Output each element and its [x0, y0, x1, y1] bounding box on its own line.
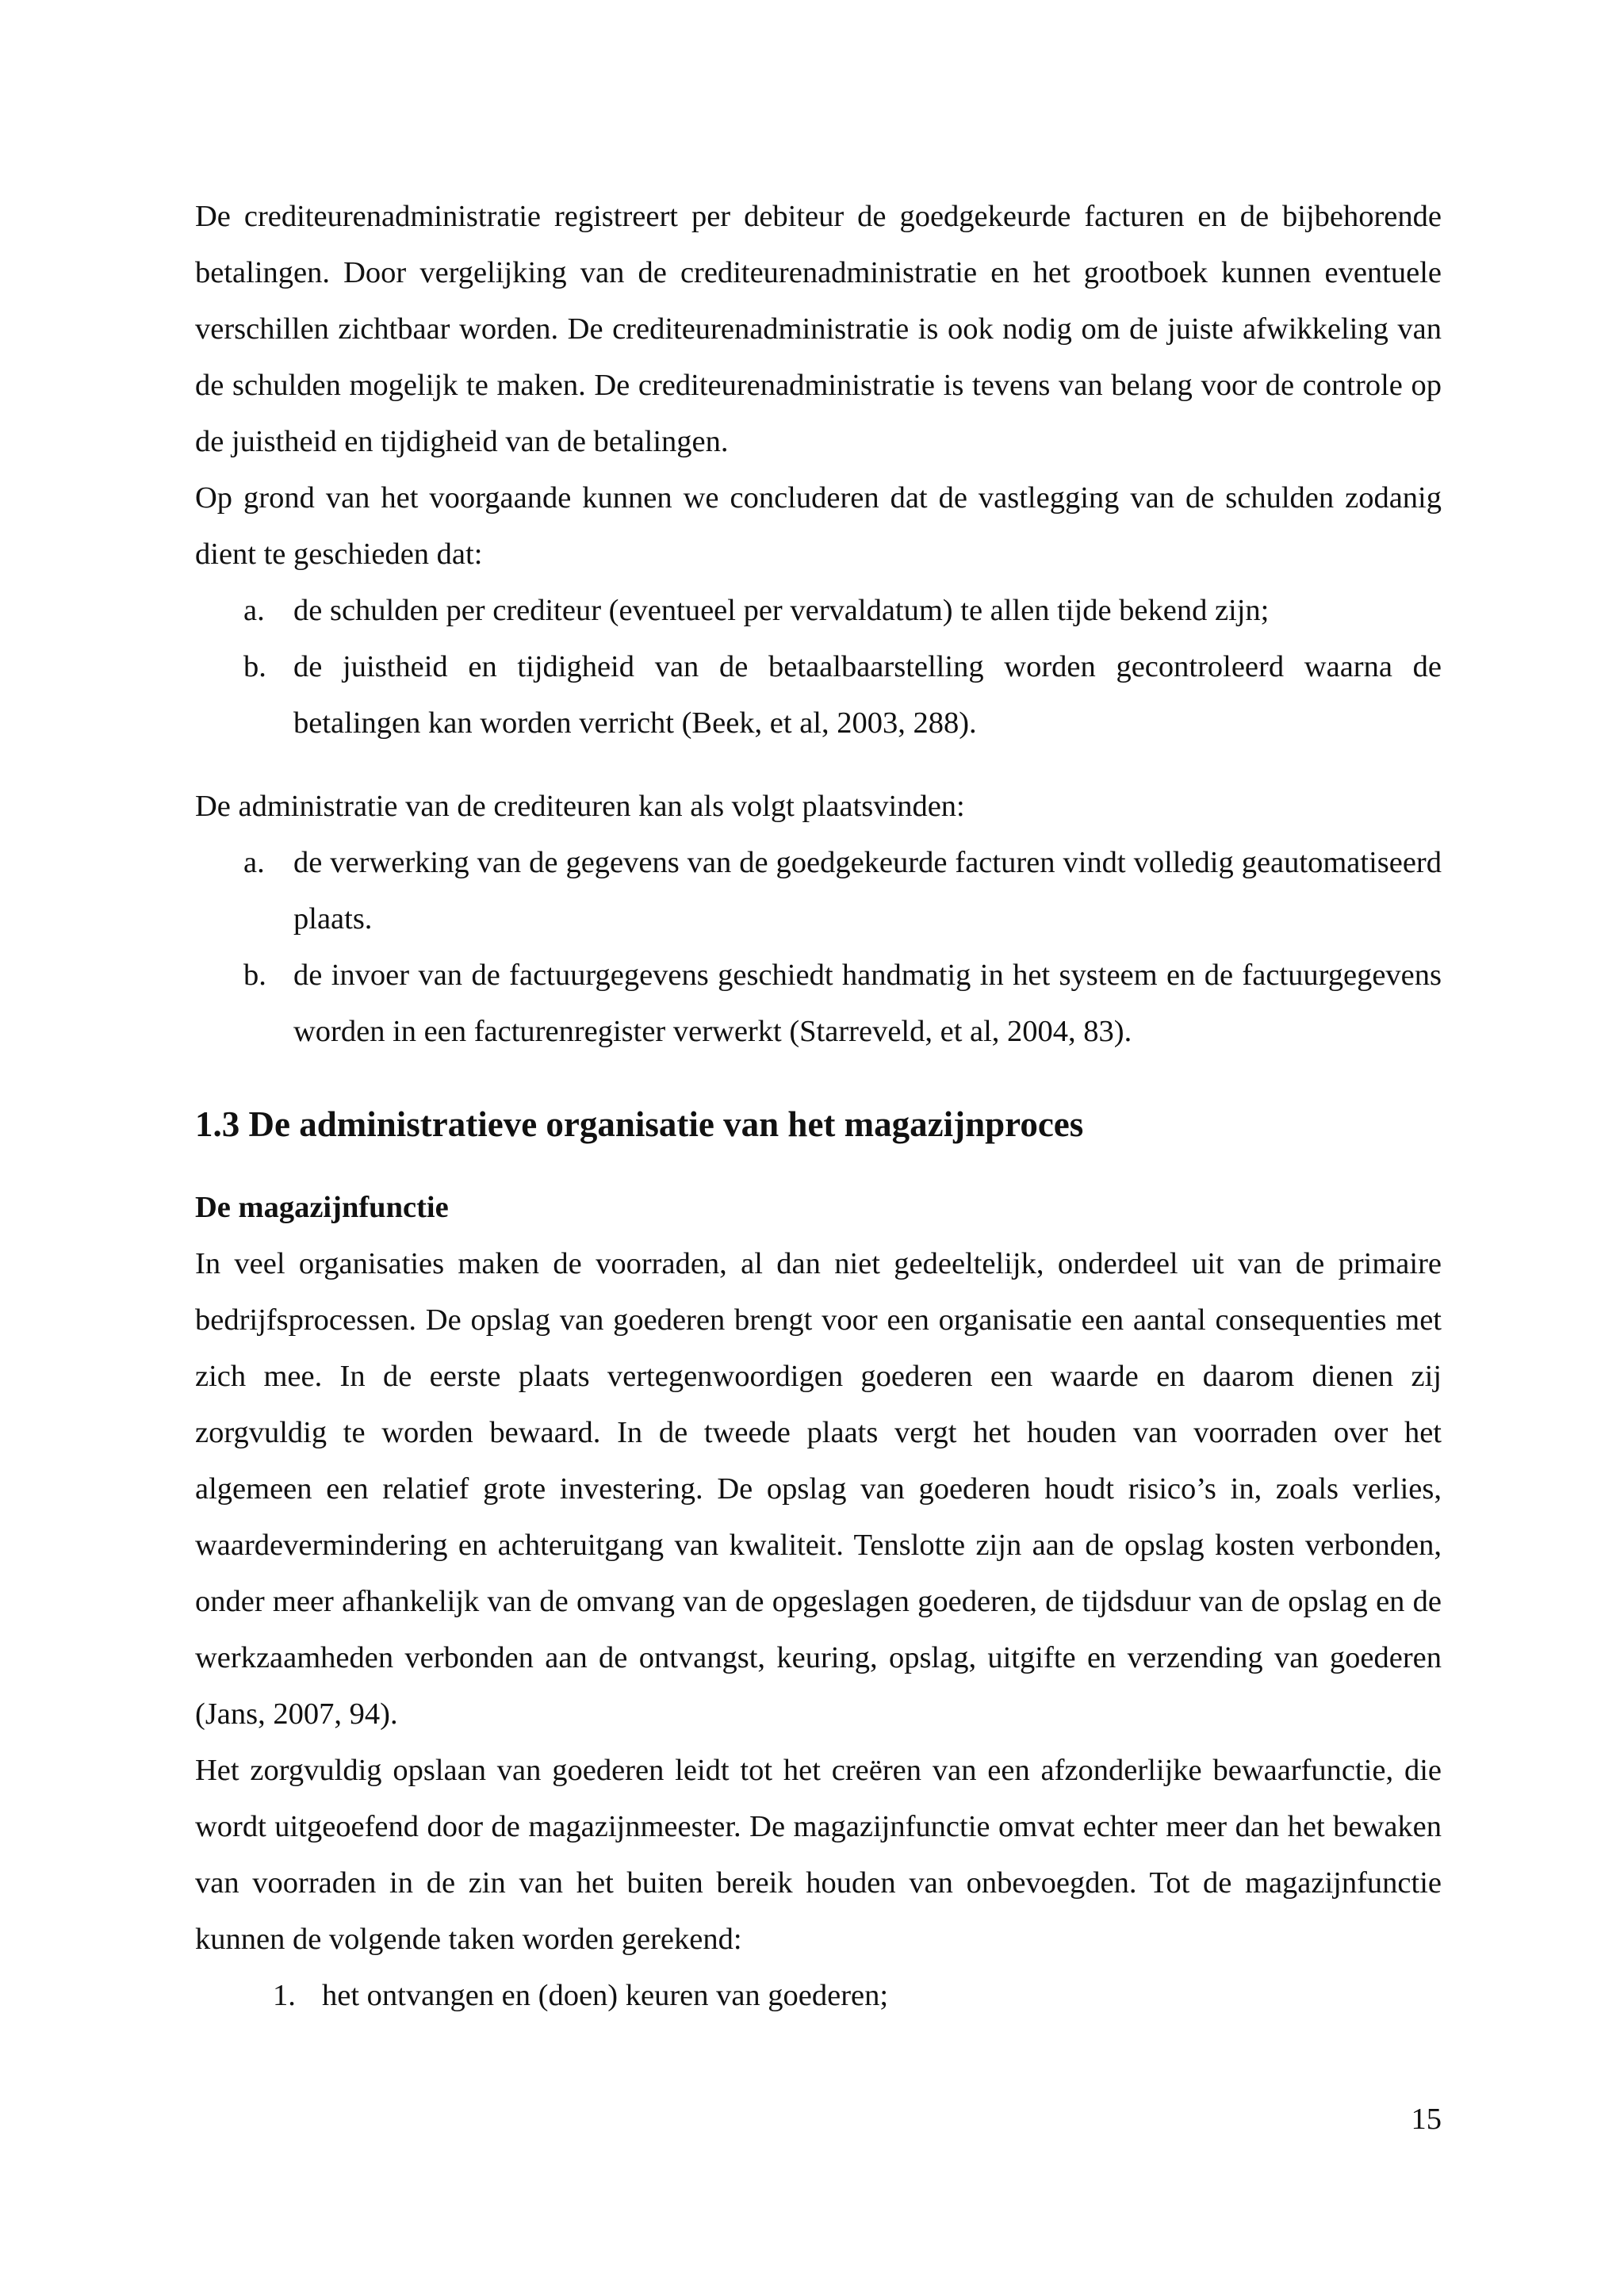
list-item [195, 583, 1442, 639]
list-marker: 1. [273, 1979, 296, 2012]
list-item [195, 835, 1442, 947]
list-item-text: het ontvangen en (doen) keuren van goederen; [322, 1979, 889, 2012]
list-item-text: de invoer van de factuurgegevens geschiedt handmatig in het systeem en de factuurgegevens worden in een facturenregister verwerkt (Starreveld, et al, 2004, 83). [293, 959, 1442, 1048]
list-item [195, 1968, 1442, 2024]
page-content [195, 189, 1442, 2024]
list-item [195, 639, 1442, 752]
list-marker: a. [243, 594, 265, 627]
list-item-text: de verwerking van de gegevens van de goedgekeurde facturen vindt volledig geautomatiseerd plaats. [293, 846, 1442, 936]
paragraph-spacer [195, 752, 1442, 779]
list-magazijntaken [195, 1968, 1442, 2024]
paragraph-administratie-crediteuren: De administratie van de crediteuren kan als volgt plaatsvinden: [195, 790, 965, 823]
section-heading: 1.3 De administratieve organisatie van het magazijnproces [195, 1104, 1084, 1144]
list-marker: b. [243, 650, 266, 683]
paragraph-voorraden: In veel organisaties maken de voorraden, al dan niet gedeeltelijk, onderdeel uit van de primaire bedrijfsprocessen. De opslag van goederen brengt voor een organisatie een aantal consequenties met zich mee. In de eerste plaats vertegenwoordigen goederen een waarde en daarom dienen zij zorgvuldig te worden bewaard. In de tweede plaats vergt het houden van voorraden over het algemeen een relatief grote investering. De opslag van goederen houdt risico’s in, zoals verlies, waardevermindering en achteruitgang van kwaliteit. Tenslotte zijn aan de opslag kosten verbonden, onder meer afhankelijk van de omvang van de opgeslagen goederen, de tijdsduur van de opslag en de werkzaamheden verbonden aan de ontvangst, keuring, opslag, uitgifte en verzending van goederen (Jans, 2007, 94). [195, 1247, 1442, 1731]
list-marker: a. [243, 846, 265, 879]
paragraph-bewaarfunctie: Het zorgvuldig opslaan van goederen leidt tot het creëren van een afzonderlijke bewaarfunctie, die wordt uitgeoefend door de magazijnmeester. De magazijnfunctie omvat echter meer dan het bewaken van voorraden in de zin van het buiten bereik houden van onbevoegden. Tot de magazijnfunctie kunnen de volgende taken worden gerekend: [195, 1754, 1442, 1956]
paragraph-crediteurenadministratie: De crediteurenadministratie registreert per debiteur de goedgekeurde facturen en de bijbehorende betalingen. Door vergelijking van de crediteurenadministratie en het grootboek kunnen eventuele verschillen zichtbaar worden. De crediteurenadministratie is ook nodig om de juiste afwikkeling van de schulden mogelijk te maken. De crediteurenadministratie is tevens van belang voor de controle op de juistheid en tijdigheid van de betalingen. [195, 200, 1442, 458]
page-number: 15 [1411, 2103, 1442, 2136]
paragraph-vastlegging-schulden: Op grond van het voorgaande kunnen we concluderen dat de vastlegging van de schulden zodanig dient te geschieden dat: [195, 481, 1442, 571]
list-item-text: de schulden per crediteur (eventueel per vervaldatum) te allen tijde bekend zijn; [293, 594, 1270, 627]
list-item [195, 947, 1442, 1060]
list-administratie-opties [195, 835, 1442, 1060]
list-vastlegging-voorwaarden [195, 583, 1442, 752]
list-item-text: de juistheid en tijdigheid van de betaalbaarstelling worden gecontroleerd waarna de betalingen kan worden verricht (Beek, et al, 2003, 288). [293, 650, 1442, 740]
list-marker: b. [243, 959, 266, 992]
subsection-heading: De magazijnfunctie [195, 1191, 449, 1224]
